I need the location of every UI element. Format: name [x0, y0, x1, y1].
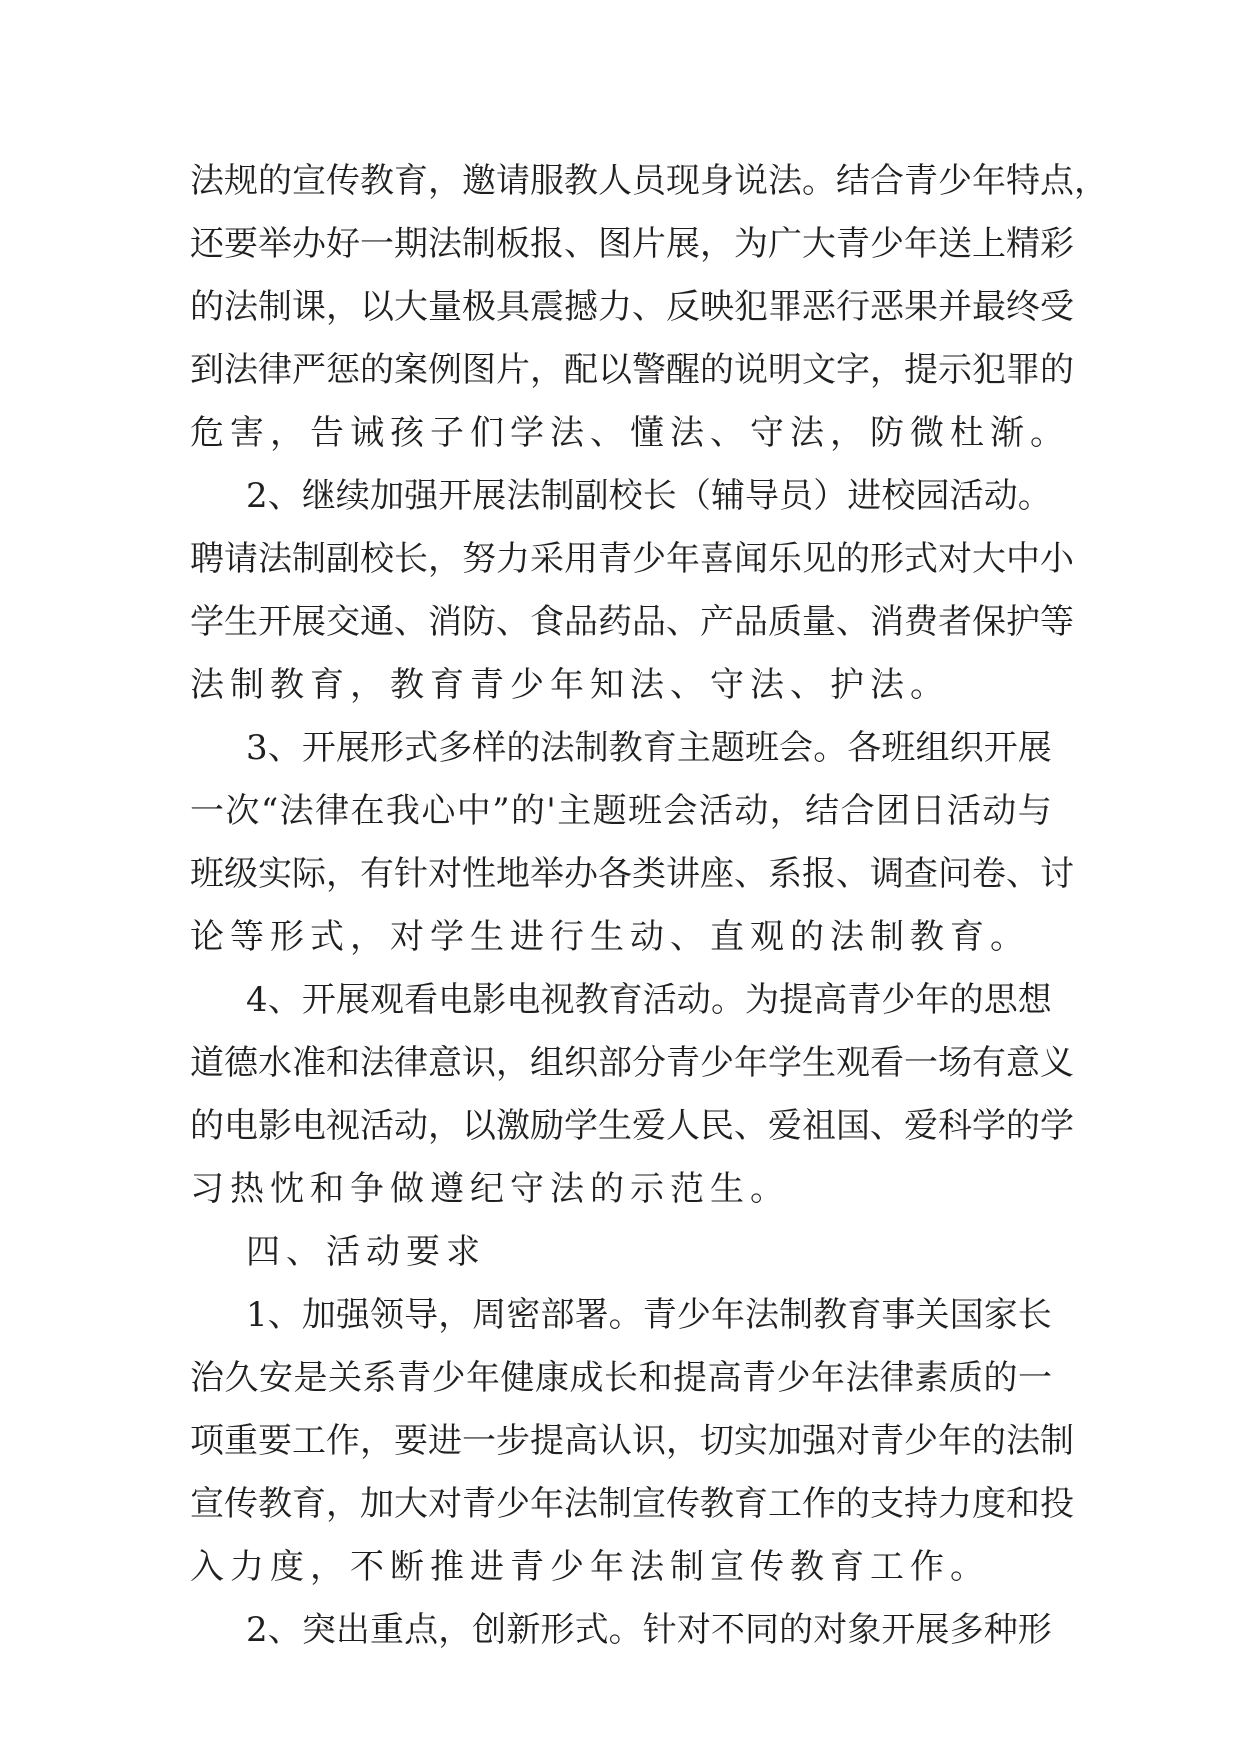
text-line: 2 、 突 出 重 点 ， 创 新 形 式 。 针 对 不 同 的 对 象 开 展 多 种 形: [246, 1610, 1052, 1650]
text-line: 聘 请 法 制 副 校 长 ， 努 力 采 用 青 少 年 喜 闻 乐 见 的 形 式 对 大 中 小: [190, 539, 1074, 579]
text-line: 道 德 水 准 和 法 律 意 识 ， 组 织 部 分 青 少 年 学 生 观 看 一 场 有 意 义: [190, 1043, 1074, 1083]
text-line: 危害，告诫孩子们学法、懂法、守法，防微杜渐。: [190, 413, 1070, 453]
text-line: 的 法 制 课 ， 以 大 量 极 具 震 撼 力 、 反 映 犯 罪 恶 行 恶 果 并 最 终 受: [190, 287, 1074, 327]
text-line: 宣 传 教 育 ， 加 大 对 青 少 年 法 制 宣 传 教 育 工 作 的 支 持 力 度 和 投: [190, 1484, 1074, 1524]
text-line: 1 、 加 强 领 导 ， 周 密 部 署 。 青 少 年 法 制 教 育 事 关 国 家 长: [246, 1295, 1052, 1335]
text-line: 还 要 举 办 好 一 期 法 制 板 报 、 图 片 展 ， 为 广 大 青 少 年 送 上 精 彩: [190, 224, 1074, 264]
text-line: 法 规 的 宣 传 教 育 ， 邀 请 服 教 人 员 现 身 说 法 。 结 合 青 少 年 特 点 ，: [190, 161, 1108, 201]
text-line: 2 、 继 续 加 强 开 展 法 制 副 校 长 （ 辅 导 员 ） 进 校 园 活 动 。: [246, 476, 1052, 516]
text-line: 四、活动要求: [246, 1232, 486, 1272]
text-line: 法制教育，教育青少年知法、守法、护法。: [190, 665, 950, 705]
text-line: 治 久 安 是 关 系 青 少 年 健 康 成 长 和 提 高 青 少 年 法 律 素 质 的 一: [190, 1358, 1052, 1398]
text-line: 到 法 律 严 惩 的 案 例 图 片 ， 配 以 警 醒 的 说 明 文 字 ， 提 示 犯 罪 的: [190, 350, 1074, 390]
text-line: 4 、 开 展 观 看 电 影 电 视 教 育 活 动 。 为 提 高 青 少 年 的 思 想: [246, 980, 1052, 1020]
text-line: 项 重 要 工 作 ， 要 进 一 步 提 高 认 识 ， 切 实 加 强 对 青 少 年 的 法 制: [190, 1421, 1074, 1461]
document-body: [190, 150, 1108, 1662]
text-line: 学 生 开 展 交 通 、 消 防 、 食 品 药 品 、 产 品 质 量 、 消 费 者 保 护 等: [190, 602, 1074, 642]
text-line: 3 、 开 展 形 式 多 样 的 法 制 教 育 主 题 班 会 。 各 班 组 织 开 展: [246, 728, 1052, 768]
text-line: 习热忱和争做遵纪守法的示范生。: [190, 1169, 790, 1209]
text-line: 的 电 影 电 视 活 动 ， 以 激 励 学 生 爱 人 民 、 爱 祖 国 、 爱 科 学 的 学: [190, 1106, 1074, 1146]
text-line: 入力度，不断推进青少年法制宣传教育工作。: [190, 1547, 990, 1587]
text-line: 一 次 “ 法 律 在 我 心 中 ” 的 ' 主 题 班 会 活 动 ， 结 合 团 日 活 动 与: [190, 791, 1052, 831]
text-line: 班 级 实 际 ， 有 针 对 性 地 举 办 各 类 讲 座 、 系 报 、 调 查 问 卷 、 讨: [190, 854, 1074, 894]
text-line: 论等形式，对学生进行生动、直观的法制教育。: [190, 917, 1030, 957]
